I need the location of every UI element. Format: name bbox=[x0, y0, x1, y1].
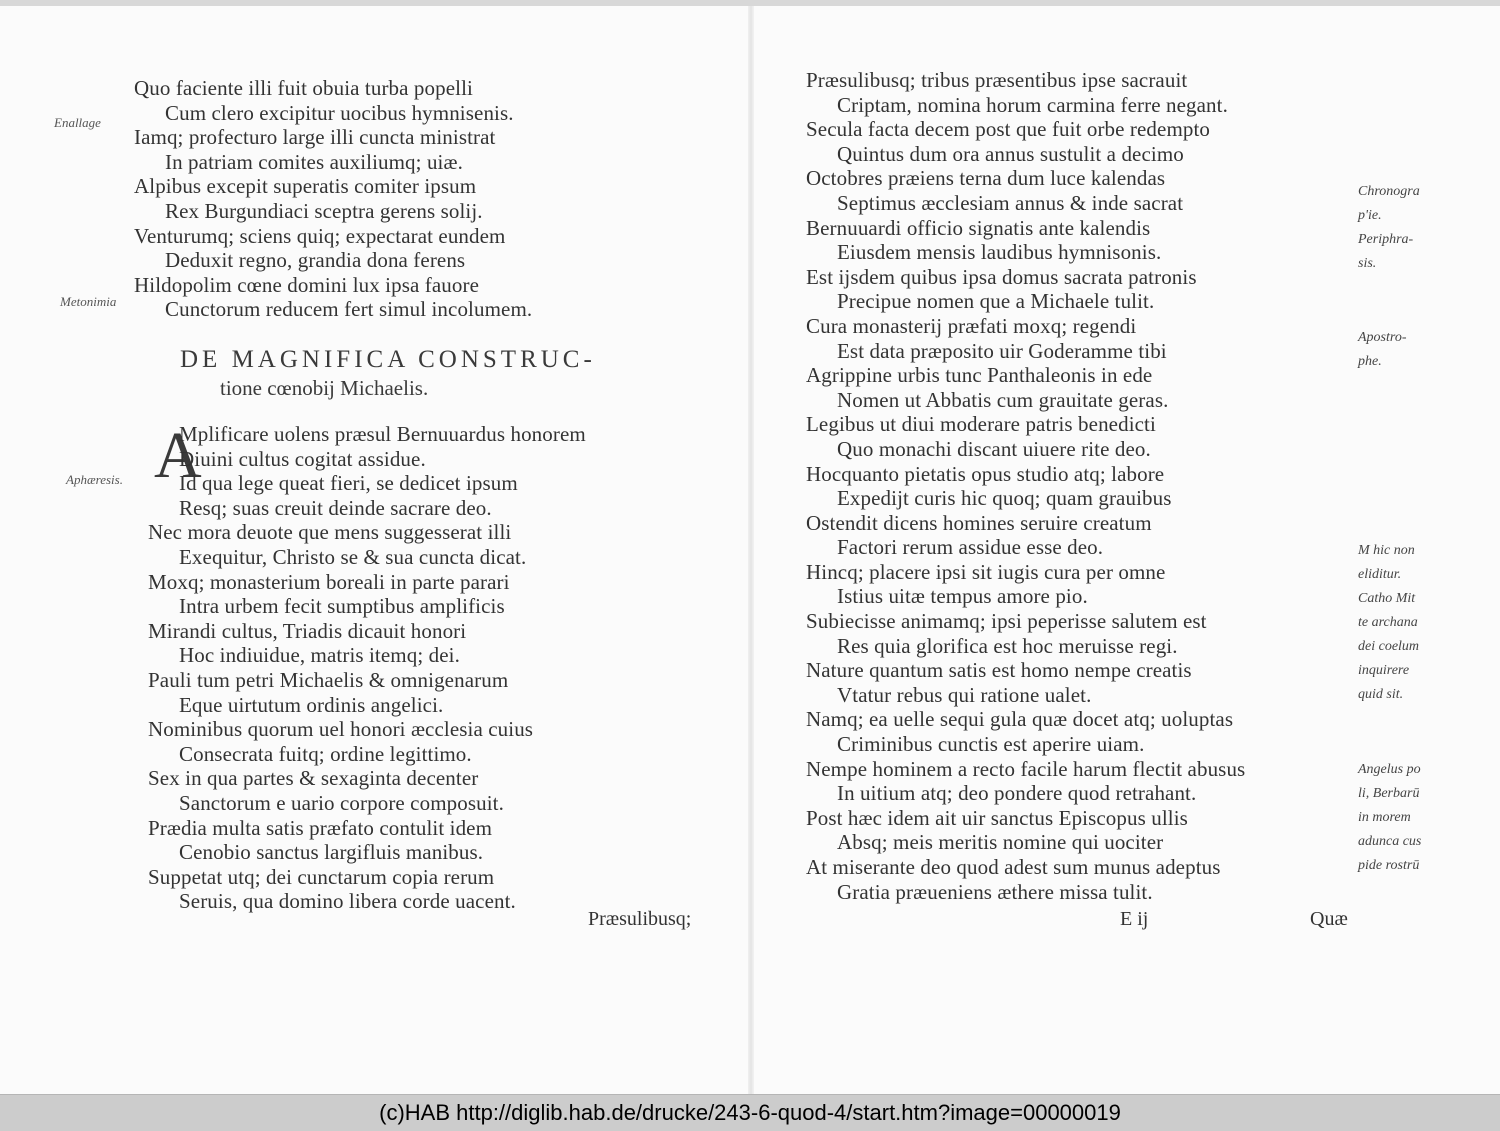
verse-line: Ostendit dicens homines seruire creatum bbox=[806, 510, 1152, 535]
verse-line: Iamq; profecturo large illi cuncta ministrat bbox=[134, 125, 496, 150]
verse-line: Hincq; placere ipsi sit iugis cura per omne bbox=[806, 559, 1166, 584]
verse-line: Post hæc idem ait uir sanctus Episcopus ullis bbox=[806, 805, 1188, 830]
verse-line: Prædia multa satis præfato contulit idem bbox=[148, 815, 493, 840]
verse-line: Hoc indiuidue, matris itemq; dei. bbox=[179, 643, 460, 668]
margin-note-line: dei coelum bbox=[1358, 639, 1420, 654]
margin-note-line: sis. bbox=[1358, 256, 1377, 271]
verse-line: Octobres præiens terna dum luce kalendas bbox=[806, 166, 1166, 191]
verse-line: Expedijt curis hic quoq; quam grauibus bbox=[837, 486, 1172, 511]
footer-credit-bar bbox=[0, 1094, 1500, 1131]
margin-note-chronographie bbox=[1358, 180, 1420, 276]
verse-line: Deduxit regno, grandia dona ferens bbox=[165, 248, 466, 273]
verse-line: Absq; meis meritis nomine qui uociter bbox=[837, 830, 1164, 855]
verse-line: In uitium atq; deo pondere quod retrahant. bbox=[837, 781, 1197, 806]
verse-line: Eiusdem mensis laudibus hymnisonis. bbox=[837, 240, 1162, 265]
verse-line: At miserante deo quod adest sum munus adeptus bbox=[806, 855, 1221, 879]
margin-note-line: Chronogra bbox=[1358, 184, 1420, 199]
margin-note-line: pide rostrū bbox=[1358, 858, 1420, 873]
verse-line: Nempe hominem a recto facile harum flectit abusus bbox=[806, 756, 1246, 781]
drop-cap-initial: A bbox=[154, 419, 202, 492]
verse-line: Legibus ut diui moderare patris benedicti bbox=[806, 412, 1156, 437]
verse-line: Septimus æcclesiam annus & inde sacrat bbox=[837, 190, 1184, 215]
verse-line: Hildopolim cœne domini lux ipsa fauore bbox=[134, 272, 479, 297]
margin-note-line: li, Berbarū bbox=[1358, 786, 1420, 801]
verse-line: Hocquanto pietatis opus studio atq; labore bbox=[806, 461, 1165, 486]
margin-note-line: te archana bbox=[1358, 615, 1418, 630]
verse-line: Nominibus quorum uel honori æcclesia cuius bbox=[148, 717, 534, 742]
verse-line: Res quia glorifica est hoc meruisse regi. bbox=[837, 633, 1178, 658]
verse-line: Rex Burgundiaci sceptra gerens solij. bbox=[165, 198, 483, 223]
verse-line: Venturumq; sciens quiq; expectarat eundem bbox=[134, 223, 506, 248]
verse-line: Intra urbem fecit sumptibus amplificis bbox=[179, 594, 505, 619]
verse-line: Alpibus excepit superatis comiter ipsum bbox=[134, 174, 477, 199]
margin-note-line: phe. bbox=[1358, 354, 1382, 369]
verse-line: Præsulibusq; tribus præsentibus ipse sacrauit bbox=[806, 68, 1188, 92]
verse-line: Agrippine urbis tunc Panthaleonis in ede bbox=[806, 363, 1153, 388]
verse-line: Eque uirtutum ordinis angelici. bbox=[179, 692, 444, 717]
margin-note-line: M hic non bbox=[1358, 543, 1415, 558]
verse-line: Id qua lege queat fieri, se dedicet ipsum bbox=[179, 471, 518, 496]
verse-line: Factori rerum assidue esse deo. bbox=[837, 535, 1104, 560]
footer-credit-text: (c)HAB http://diglib.hab.de/drucke/243-6-quod-4/start.htm?image=00000019 bbox=[379, 1100, 1121, 1125]
verse-line: Exequitur, Christo se & sua cuncta dicat. bbox=[179, 544, 527, 569]
margin-note-m-hic bbox=[1358, 539, 1419, 707]
verse-line: Consecrata fuitq; ordine legittimo. bbox=[179, 741, 472, 766]
verse-line: Bernuuardi officio signatis ante kalendis bbox=[806, 215, 1151, 240]
verse-line: Criminibus cunctis est aperire uiam. bbox=[837, 732, 1145, 757]
margin-note-line: inquirere bbox=[1358, 663, 1410, 678]
verse-line: Cum clero excipitur uocibus hymnisenis. bbox=[165, 100, 514, 125]
margin-note-line: quid sit. bbox=[1358, 687, 1404, 702]
verse-line: Namq; ea uelle sequi gula quæ docet atq; uoluptas bbox=[806, 707, 1234, 732]
catchword-left: Præsulibusq; bbox=[588, 908, 692, 930]
chapter-title bbox=[180, 346, 660, 401]
margin-note-line: adunca cus bbox=[1358, 834, 1422, 849]
verse-line: Est data præposito uir Goderamme tibi bbox=[837, 338, 1167, 363]
margin-note-line: eliditur. bbox=[1358, 567, 1402, 582]
margin-note-angelus bbox=[1358, 758, 1421, 878]
margin-note-line: Catho Mit bbox=[1358, 591, 1416, 606]
verse-line: Nature quantum satis est homo nempe creatis bbox=[806, 658, 1192, 683]
verse-line: Mplificare uolens præsul Bernuuardus honorem bbox=[179, 422, 586, 446]
verse-line: Vtatur rebus qui ratione ualet. bbox=[837, 682, 1092, 707]
verse-line: Precipue nomen que a Michaele tulit. bbox=[837, 289, 1155, 314]
margin-note-line: Apostro- bbox=[1358, 330, 1407, 345]
left-page bbox=[0, 6, 748, 1100]
verse-line: Quo monachi discant uiuere rite deo. bbox=[837, 436, 1151, 461]
verse-line: Seruis, qua domino libera corde uacent. bbox=[179, 889, 516, 914]
verse-line: Cunctorum reducem fert simul incolumem. bbox=[165, 297, 533, 322]
chapter-title-line-1: DE MAGNIFICA CONSTRUC- bbox=[180, 346, 596, 373]
margin-note-line: Angelus po bbox=[1358, 762, 1421, 777]
verse-line: Suppetat utq; dei cunctarum copia rerum bbox=[148, 864, 495, 889]
verse-line: Est ijsdem quibus ipsa domus sacrata patronis bbox=[806, 264, 1197, 289]
right-page bbox=[754, 6, 1500, 1100]
verse-line: Diuini cultus cogitat assidue. bbox=[179, 446, 426, 471]
verse-line: Criptam, nomina horum carmina ferre negant. bbox=[837, 92, 1228, 117]
margin-note-apostrophe bbox=[1358, 326, 1406, 374]
verse-line: Quo faciente illi fuit obuia turba popelli bbox=[134, 76, 473, 100]
verse-line: Quintus dum ora annus sustulit a decimo bbox=[837, 141, 1184, 166]
left-verse-block-top bbox=[134, 76, 532, 322]
catchword-right: Quæ bbox=[1310, 908, 1348, 930]
verse-line: Sanctorum e uario corpore composuit. bbox=[179, 790, 504, 815]
verse-line: In patriam comites auxiliumq; uiæ. bbox=[165, 149, 463, 174]
verse-line: Secula facta decem post que fuit orbe redempto bbox=[806, 117, 1211, 142]
verse-line: Subiecisse animamq; ipsi peperisse salutem est bbox=[806, 609, 1207, 634]
signature-mark: E ij bbox=[1120, 908, 1149, 930]
margin-note-line: p'ie. bbox=[1358, 208, 1382, 223]
verse-line: Mirandi cultus, Triadis dicauit honori bbox=[148, 618, 467, 643]
chapter-title-line-2: tione cœnobij Michaelis. bbox=[220, 376, 429, 400]
margin-note-line: in morem bbox=[1358, 810, 1411, 825]
verse-line: Istius uitæ tempus amore pio. bbox=[837, 584, 1088, 609]
verse-line: Gratia præueniens æthere missa tulit. bbox=[837, 879, 1153, 904]
verse-line: Cura monasterij præfati moxq; regendi bbox=[806, 313, 1137, 338]
left-verse-block-main bbox=[148, 419, 586, 914]
verse-line: Pauli tum petri Michaelis & omnigenarum bbox=[148, 667, 509, 692]
verse-line: Nomen ut Abbatis cum grauitate geras. bbox=[837, 387, 1169, 412]
verse-line: Nec mora deuote que mens suggesserat illi bbox=[148, 520, 512, 545]
margin-note-enallage: Enallage bbox=[54, 115, 101, 130]
margin-note-metonimia: Metonimia bbox=[60, 294, 117, 309]
verse-line: Resq; suas creuit deinde sacrare deo. bbox=[179, 495, 492, 520]
verse-line: Moxq; monasterium boreali in parte parari bbox=[148, 569, 510, 594]
verse-line: Sex in qua partes & sexaginta decenter bbox=[148, 766, 479, 791]
verse-line: Cenobio sanctus largifluis manibus. bbox=[179, 840, 484, 865]
right-verse-block bbox=[806, 68, 1245, 904]
margin-note-line: Periphra- bbox=[1358, 232, 1414, 247]
margin-note-aphaeresis: Aphæresis. bbox=[66, 472, 123, 487]
